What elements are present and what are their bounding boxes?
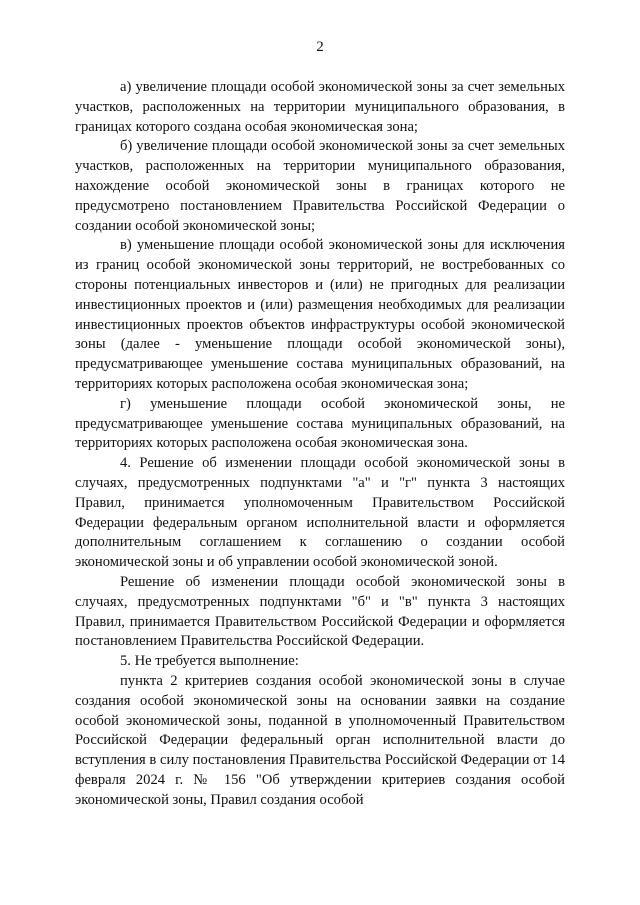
paragraph-subitem-v: в) уменьшение площади особой экономической зоны для исключения из границ особой экономической зоны территорий, не востребованных со стороны потенциальных инвесторов и (или) не пригодных для реализации инвестиционных проектов и (или) размещения необходимых для реализации инвестиционных проектов объектов инфраструктуры особой экономической зоны (далее - уменьшение площади особой экономической зоны), предусматривающее уменьшение состава муниципальных образований, на территориях которых расположена особая экономическая зона; (75, 237, 565, 392)
document-body (75, 78, 565, 810)
paragraph-decision-b-v: Решение об изменении площади особой экономической зоны в случаях, предусмотренных подпунктами "б" и "в" пункта 3 настоящих Правил, принимается Правительством Российской Федерации и оформляется постановлением Правительства Российской Федерации. (75, 573, 565, 650)
paragraph-subitem-a: а) увеличение площади особой экономической зоны за счет земельных участков, расположенных на территории муниципального образования, в границах которого создана особая экономическая зона; (75, 79, 565, 135)
paragraph-item-5-continuation: пункта 2 критериев создания особой экономической зоны в случае создания особой экономической зоны на основании заявки на создание особой экономической зоны, поданной в уполномоченный Правительством Российской Федерации федеральный орган исполнительной власти до вступления в силу постановления Правительства Российской Федерации от 14 февраля 2024 г. № 156 "Об утверждении критериев создания особой экономической зоны, Правил создания особой (75, 672, 565, 808)
page-number: 2 (316, 39, 324, 55)
paragraph-subitem-b: б) увеличение площади особой экономической зоны за счет земельных участков, расположенных на территории муниципального образования, нахождение особой экономической зоны в границах которого не предусмотрено постановлением Правительства Российской Федерации о создании особой экономической зоны; (75, 138, 565, 234)
paragraph-item-5: 5. Не требуется выполнение: (120, 653, 299, 670)
paragraph-item-4: 4. Решение об изменении площади особой экономической зоны в случаях, предусмотренных подпунктами "а" и "г" пункта 3 настоящих Правил, принимается уполномоченным Правительством Российской Федерации федеральным органом исполнительной власти и оформляется дополнительным соглашением к соглашению о создании особой экономической зоны и об управлении особой экономической зоной. (75, 455, 565, 571)
paragraph-subitem-g: г) уменьшение площади особой экономической зоны, не предусматривающее уменьшение состава муниципальных образований, на территориях которых расположена особая экономическая зона. (75, 395, 565, 452)
